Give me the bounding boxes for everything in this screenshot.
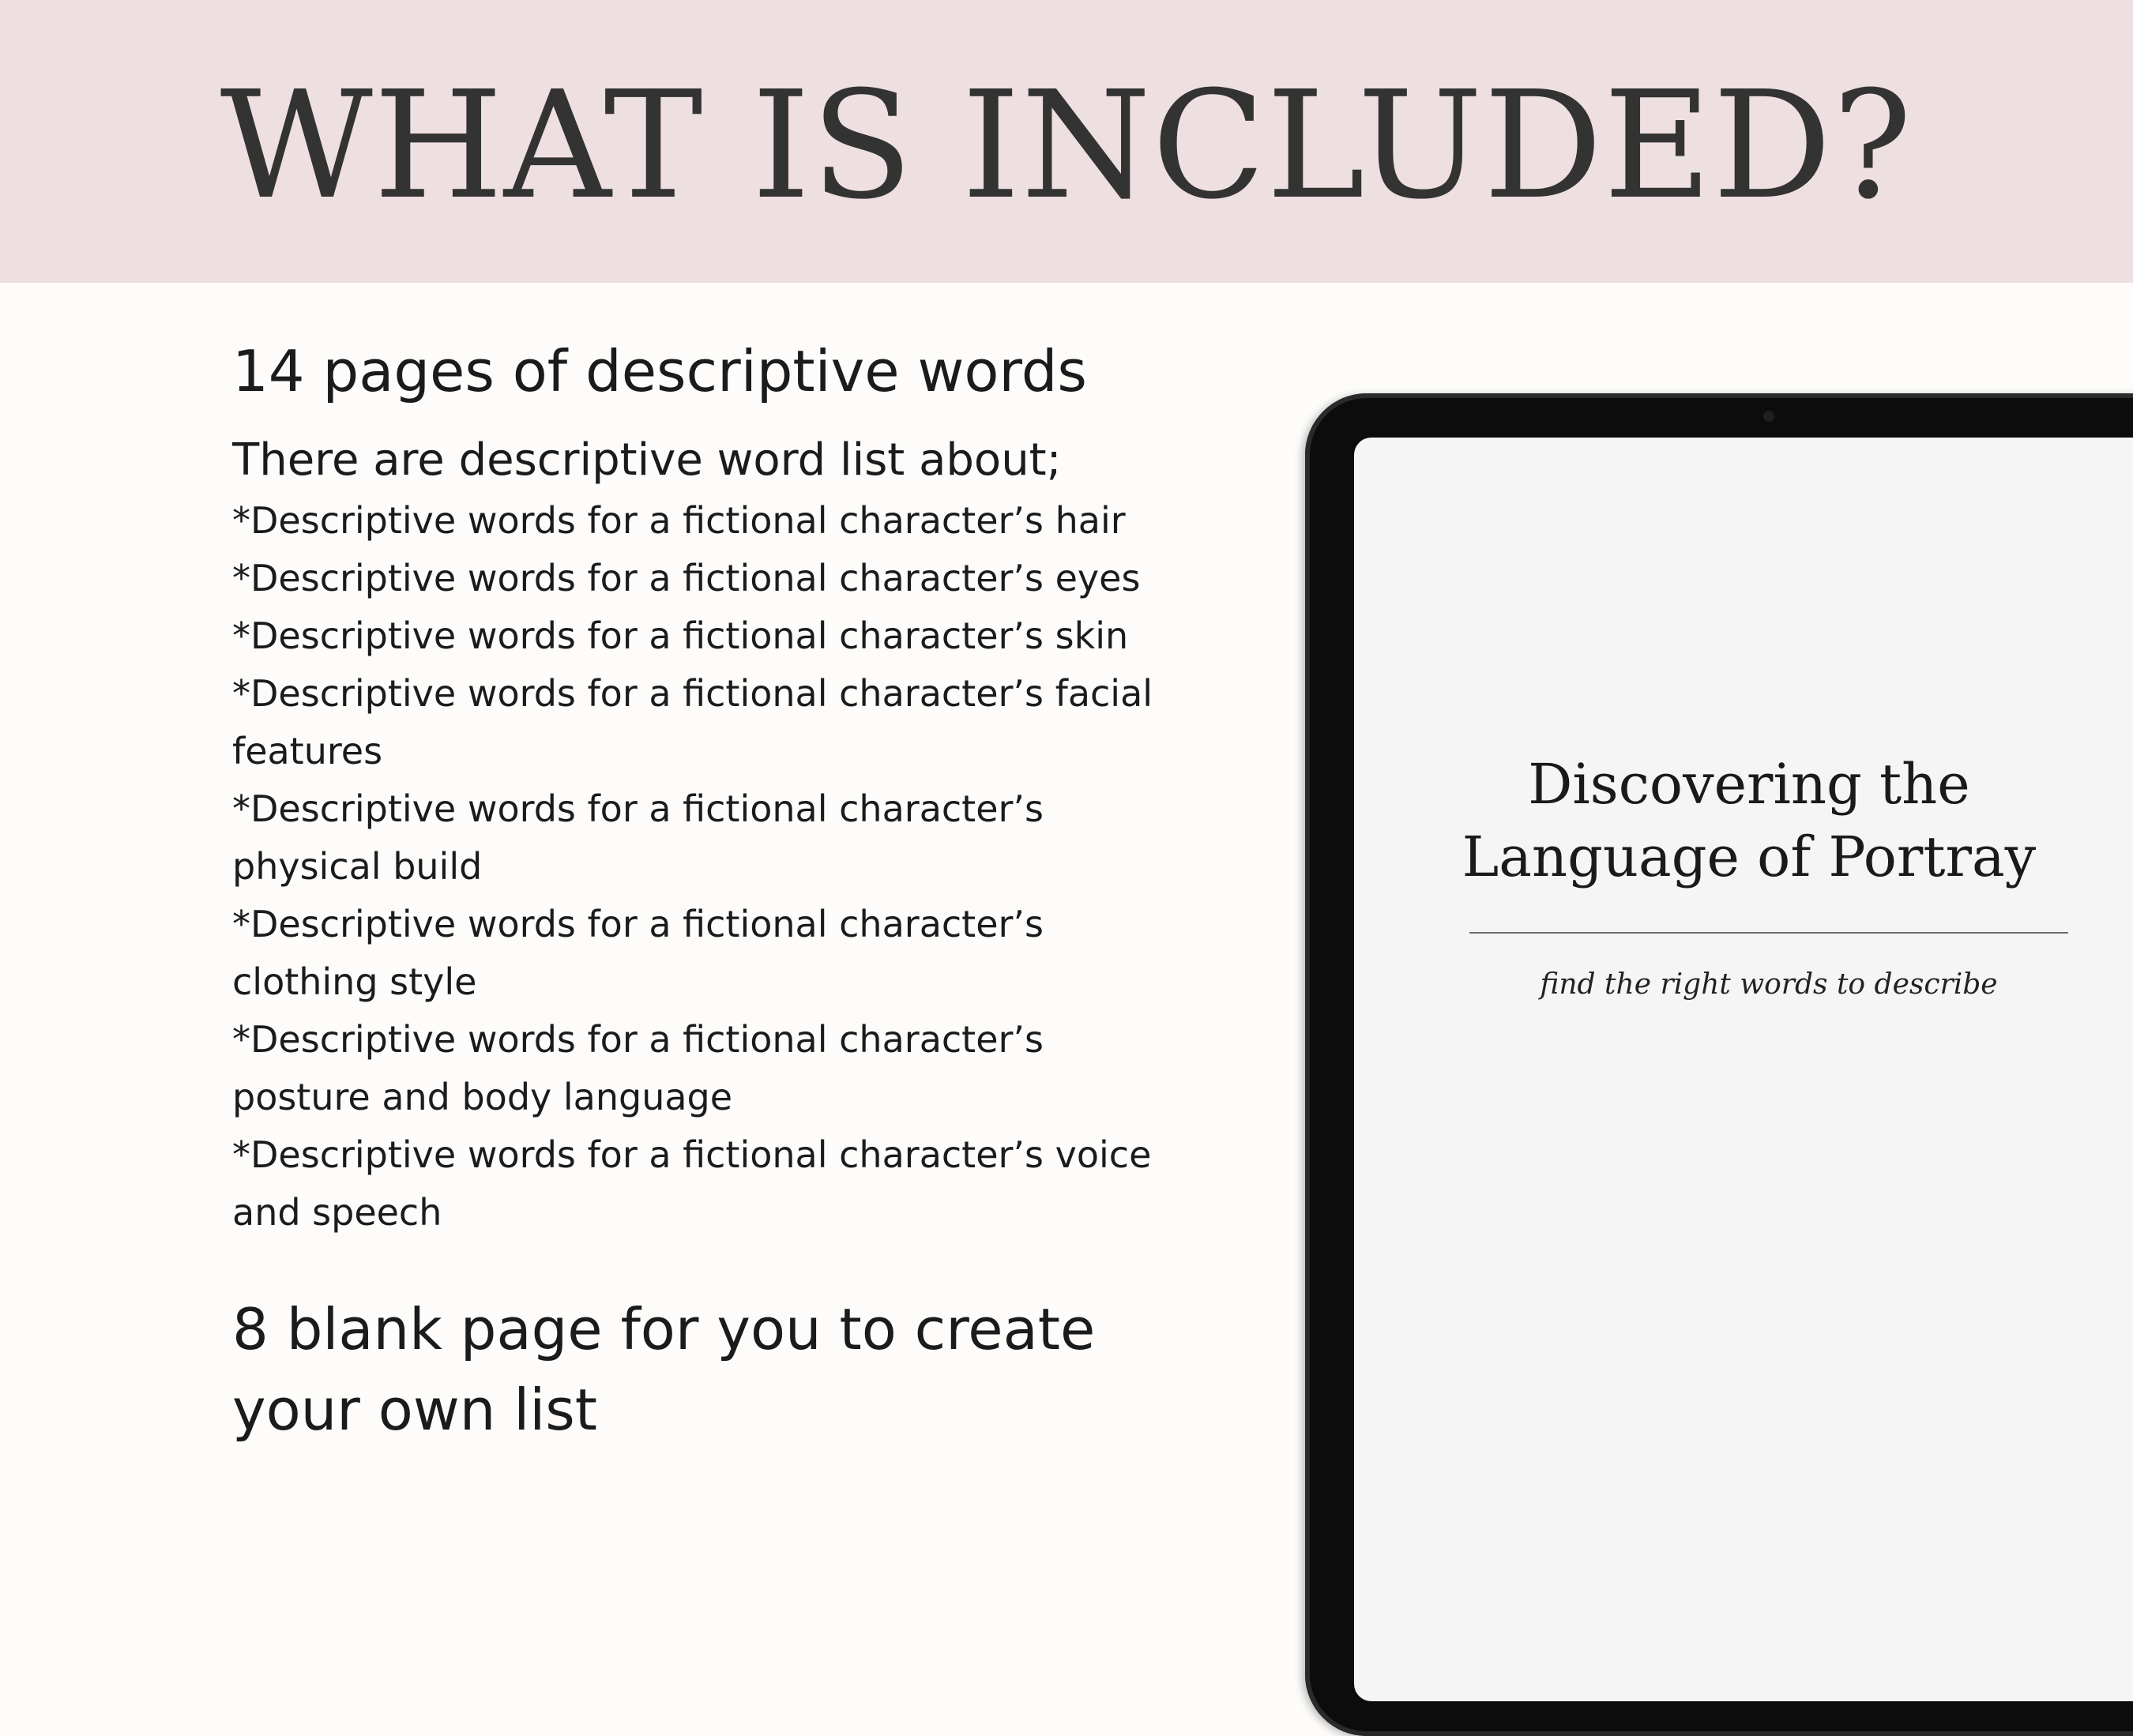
list-item: *Descriptive words for a fictional character’s physical build: [232, 787, 1044, 888]
list-item: *Descriptive words for a fictional character’s posture and body language: [232, 1018, 1044, 1118]
list-item: *Descriptive words for a fictional character’s hair: [232, 499, 1126, 542]
tablet-screen: [1354, 438, 2133, 1701]
list-item: *Descriptive words for a fictional character’s skin: [232, 614, 1129, 657]
list-item: *Descriptive words for a fictional character’s facial features: [232, 672, 1153, 772]
word-list-topics: [232, 492, 1196, 1242]
contents-description: [232, 328, 1196, 1450]
page-title: WHAT IS INCLUDED?: [220, 59, 1913, 232]
title-banner: [0, 0, 2133, 283]
book-subtitle: find the right words to describe: [1540, 968, 1998, 1001]
title-divider: [1469, 932, 2068, 934]
list-intro: There are descriptive word list about;: [232, 434, 1062, 486]
tablet-mockup: [1305, 393, 2133, 1736]
book-title: Discovering the Language of Portray: [1462, 752, 2037, 889]
list-item: *Descriptive words for a fictional character’s clothing style: [232, 903, 1044, 1003]
list-item: *Descriptive words for a fictional character’s voice and speech: [232, 1133, 1152, 1234]
list-item: *Descriptive words for a fictional character’s eyes: [232, 557, 1141, 599]
pages-count-heading: 14 pages of descriptive words: [232, 338, 1087, 404]
blank-pages-heading: 8 blank page for you to create your own list: [232, 1296, 1096, 1443]
camera-icon: [1763, 411, 1774, 422]
